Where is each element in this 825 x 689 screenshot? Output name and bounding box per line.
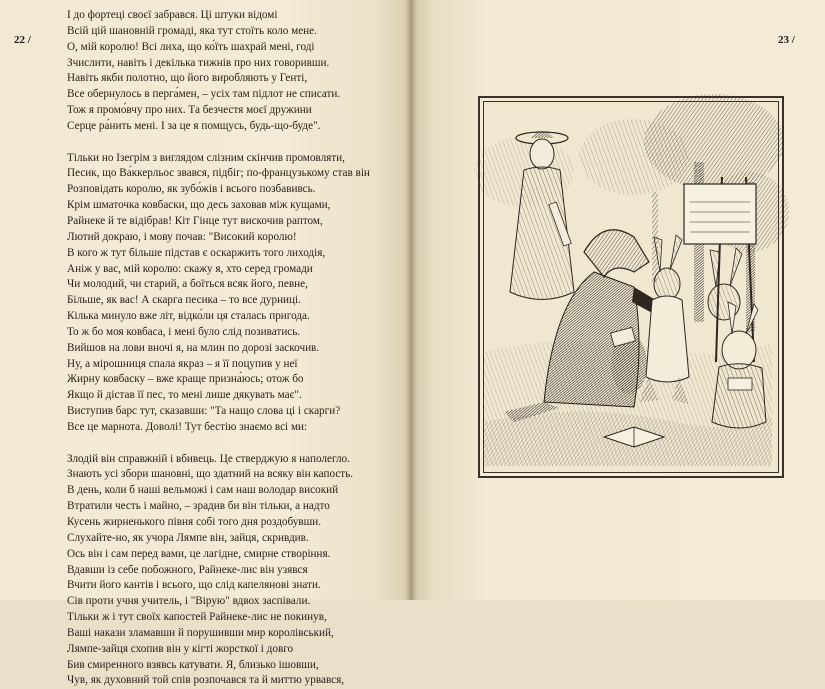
- poem-line: Кусень жирненького півня собі того дня роздобувши.: [67, 516, 322, 528]
- poem-line: То ж бо моя ковбаса, і мені було слід позиватись.: [67, 325, 301, 338]
- stanza-3: [67, 452, 402, 689]
- poem-line: Тільки ж і тут своїх капостей Райнеке-лис не покинув,: [67, 611, 327, 624]
- poem-line: Аніж у вас, мій королю: скажу я, хто серед громади: [67, 262, 313, 275]
- poem-text: [67, 8, 402, 689]
- poem-line: Тож я промо́вчу про них. Та безчестя моєї дружини: [67, 104, 312, 117]
- illustration-frame: [478, 96, 784, 478]
- illustration: [483, 101, 779, 473]
- poem-line: В день, коли б наші вельможі і сам наш володар високий: [67, 484, 339, 497]
- poem-line: Все обернулось в перга́мен, – усіх там підлот не списати.: [67, 88, 341, 101]
- page-number-right: 23 /: [778, 34, 795, 46]
- poem-line: Вчити його кантів і всього, що слід капелянові знати.: [67, 579, 321, 592]
- poem-line: Крім шматочка ковбаски, що десь заховав між кущами,: [67, 199, 331, 212]
- engraving-image: [484, 102, 772, 466]
- poem-line: Вдавши із себе побожного, Райнеке-лис він узявся: [67, 563, 308, 576]
- stanza-1: [67, 8, 402, 135]
- page-number-left: 22 /: [14, 34, 31, 46]
- left-page: [0, 0, 410, 687]
- poem-line: Лямпе-зайця схопив він у кігті жорсткої і довго: [67, 642, 294, 655]
- poem-line: Все це марнота. Доволі! Тут бестію знаємо всі ми:: [67, 420, 308, 433]
- poem-line: Сів проти учня учитель, і "Вірую" вдвох заспівали.: [67, 595, 311, 608]
- poem-line: Чи молодий, чи старий, а боїться всяк його, певне,: [67, 278, 308, 291]
- poem-line: Бив смиренного взявсь катувати. Я, близько ішовши,: [67, 658, 319, 671]
- poem-line: Більше, як вас! А скарга песика – то все дурниці.: [67, 294, 301, 307]
- poem-line: Навіть якби полотно, що його виробляють у Генті,: [67, 72, 308, 85]
- poem-line: Жирну ковбаску – вже краще призна́юсь; отож бо: [67, 373, 304, 386]
- poem-line: Всій цій шановній громаді, яка тут стоїть коло мене.: [67, 24, 317, 37]
- poem-line: Тільки но Ізегрім з виглядом слізним скінчив промовляти,: [67, 151, 345, 164]
- poem-line: Розповідать королю, як зубо́жів і всього позбавивсь.: [67, 183, 316, 196]
- poem-line: Втратили честь і майно, – зрадив би він тільки, а надто: [67, 500, 330, 513]
- right-page: [410, 0, 825, 600]
- poem-line: Песик, що Ва́ккерльос звався, підбіг; по-французькому став він: [67, 167, 370, 180]
- poem-line: О, мій королю! Всі лиха, що ко́їть шахрай мені, годі: [67, 40, 315, 53]
- poem-line: Ось він і сам перед вами, це лагідне, смирне створіння.: [67, 547, 331, 560]
- poem-line: Ну, а мірошниця спала якраз – я її поцупив у неї: [67, 357, 298, 370]
- poem-line: Ваші накази зламавши й порушивши мир королівський,: [67, 626, 334, 639]
- poem-line: Серце ра́нить мені. І за це я помщусь, будь-що-буде".: [67, 119, 321, 132]
- poem-line: Слухайте-но, як учора Лямпе він, зайця, скривдив.: [67, 531, 309, 544]
- poem-line: Знають усі збори шановні, що здатний на всяку він капость.: [67, 468, 354, 481]
- poem-line: Райнеке й те відібрав! Кіт Гінце тут вискочив раптом,: [67, 214, 323, 227]
- poem-line: Якщо й дістав її пес, то мені лише дякувать має".: [67, 389, 302, 402]
- poem-line: Кілька минуло вже літ, відко́ли ця сталась пригода.: [67, 310, 310, 323]
- poem-line: Чув, як духовний той спів розпочався та й миттю урвався,: [67, 674, 345, 687]
- poem-line: В кого ж тут більше підстав є оскаржить того лиходія,: [67, 246, 326, 259]
- poem-line: Зчислити, навіть і декілька тижнів про них говоривши.: [67, 56, 330, 69]
- stanza-2: [67, 151, 402, 436]
- poem-line: І до фортеці своєї забрався. Ці штуки відомі: [67, 9, 278, 21]
- poem-line: Вийшов на лови вночі я, на млин по дорозі заскочив.: [67, 341, 320, 354]
- poem-line: Лютий докраю, і мову почав: "Високий королю!: [67, 230, 297, 243]
- poem-line: Виступив барс тут, сказавши: "Та нащо слова ці і скарги?: [67, 405, 341, 418]
- book-gutter: [405, 0, 417, 600]
- poem-line: Злодій він справжній і вбивець. Це стверджую я наполегло.: [67, 452, 350, 465]
